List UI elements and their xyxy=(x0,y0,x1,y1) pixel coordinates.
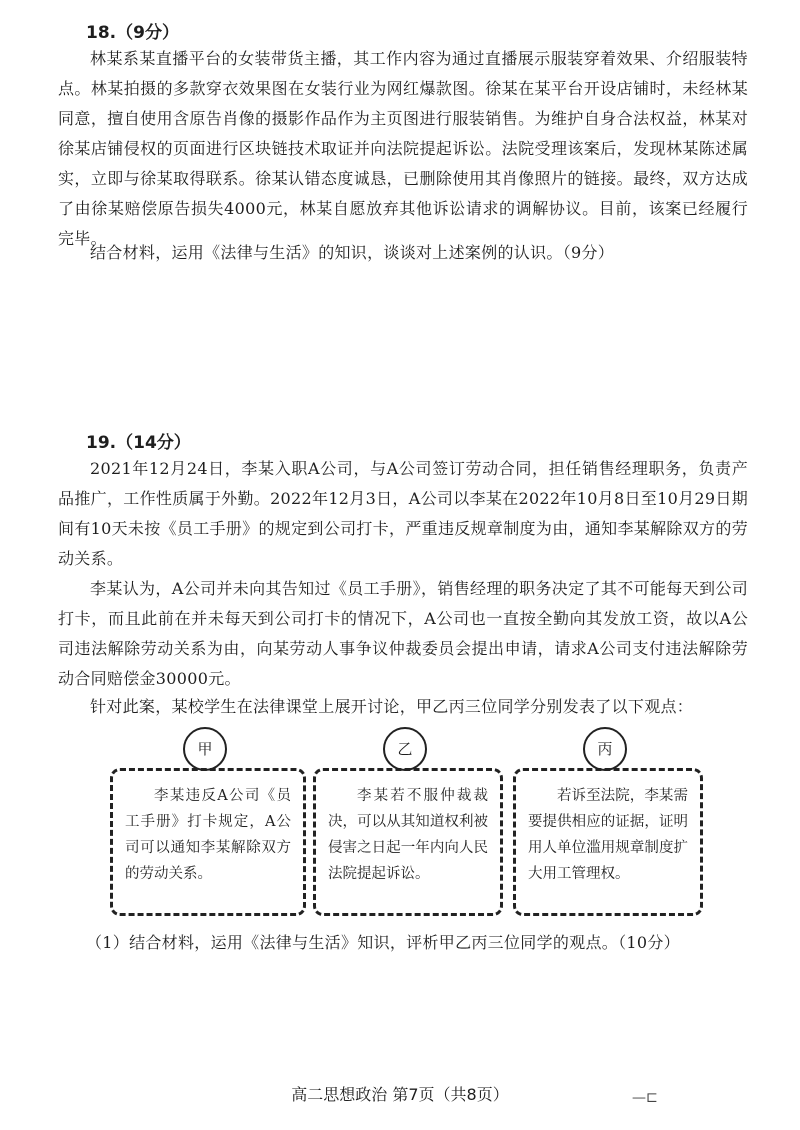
question-19-discussion-intro: 针对此案，某校学生在法律课堂上展开讨论，甲乙丙三位同学分别发表了以下观点： xyxy=(90,697,694,716)
corner-mark: —⊏ xyxy=(632,1090,658,1106)
opinion-yi-label: 乙 xyxy=(383,727,427,771)
opinion-bing-box xyxy=(513,768,703,916)
opinion-bing-text: 若诉至法院，李某需要提供相应的证据，证明用人单位滥用规章制度扩大用工管理权。 xyxy=(528,788,688,882)
opinion-bing-label: 丙 xyxy=(583,727,627,771)
opinion-jia-box xyxy=(110,768,306,916)
opinion-yi-box xyxy=(313,768,503,916)
opinion-jia-text: 李某违反A公司《员工手册》打卡规定，A公司可以通知李某解除双方的劳动关系。 xyxy=(125,788,291,882)
question-19-subquestion-1: （1）结合材料，运用《法律与生活》知识，评析甲乙丙三位同学的观点。（10分） xyxy=(86,933,680,952)
question-18-material: 林某系某直播平台的女装带货主播，其工作内容为通过直播展示服装穿着效果、介绍服装特点。林某拍摄的多款穿衣效果图在女装行业为网红爆款图。徐某在某平台开设店铺时，未经林某同意，擅自使用含原告肖像的摄影作品作为主页图进行服装销售。为维护自身合法权益，林某对徐某店铺侵权的页面进行区块链技术取证并向法院提起诉讼。法院受理该案后，发现林某陈述属实，立即与徐某取得联系。徐某认错态度诚恳，已删除使用其肖像照片的链接。最终，双方达成了由徐某赔偿原告损失4000元，林某自愿放弃其他诉讼请求的调解协议。目前，该案已经履行完毕。 xyxy=(58,49,748,248)
question-19-header: 19.（14分） xyxy=(86,433,191,453)
opinion-yi-text: 李某若不服仲裁裁决，可以从其知道权利被侵害之日起一年内向人民法院提起诉讼。 xyxy=(328,788,488,882)
question-18-header: 18.（9分） xyxy=(86,23,179,43)
question-19-material-1: 2021年12月24日，李某入职A公司，与A公司签订劳动合同，担任销售经理职务，负责产品推广，工作性质属于外勤。2022年12月3日，A公司以李某在2022年10月8日至10月29日期间有10天未按《员工手册》的规定到公司打卡，严重违反规章制度为由，通知李某解除双方的劳动关系。 xyxy=(58,459,748,568)
question-18-prompt: 结合材料，运用《法律与生活》的知识，谈谈对上述案例的认识。（9分） xyxy=(90,243,615,262)
question-19-material-2: 李某认为，A公司并未向其告知过《员工手册》，销售经理的职务决定了其不可能每天到公司打卡，而且此前在并未每天到公司打卡的情况下，A公司也一直按全勤向其发放工资，故以A公司违法解除劳动关系为由，向某劳动人事争议仲裁委员会提出申请，请求A公司支付违法解除劳动合同赔偿金30000元。 xyxy=(58,579,748,688)
opinion-jia-label: 甲 xyxy=(183,727,227,771)
page-footer: 高二思想政治 第7页（共8页） xyxy=(291,1085,509,1104)
